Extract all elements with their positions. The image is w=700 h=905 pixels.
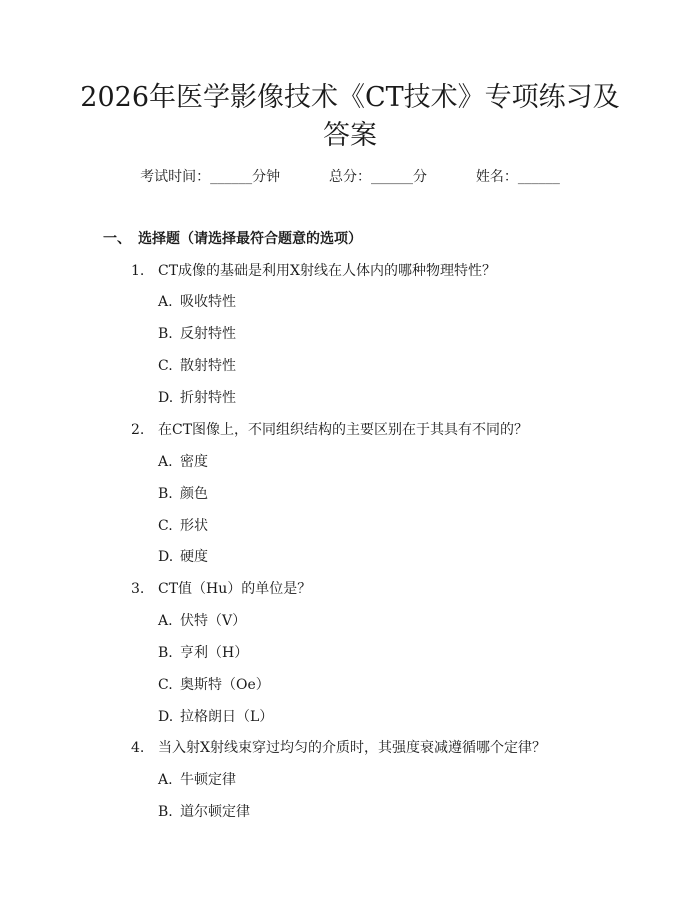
option-text: 亨利（H） <box>180 645 249 661</box>
option-2d <box>158 547 208 567</box>
option-text: 形状 <box>180 518 208 534</box>
section-title: 选择题（请选择最符合题意的选项） <box>138 231 362 247</box>
question-4 <box>131 738 546 758</box>
option-letter: D. <box>158 390 174 406</box>
option-letter: D. <box>158 549 174 565</box>
option-text: 颜色 <box>180 486 208 502</box>
option-letter: C. <box>158 358 173 374</box>
option-4b <box>158 802 250 822</box>
option-3d <box>158 707 273 727</box>
option-text: 奥斯特（Oe） <box>180 677 270 693</box>
total-score-unit: 分 <box>413 169 427 185</box>
exam-time-blank: ______ <box>210 169 253 185</box>
option-1d <box>158 388 236 408</box>
option-2a <box>158 452 208 472</box>
total-score-blank: ______ <box>371 169 413 185</box>
document-title-line-2: 答案 <box>323 120 377 151</box>
option-letter: B. <box>158 486 173 502</box>
question-1 <box>131 261 496 281</box>
option-letter: A. <box>158 294 173 310</box>
question-text: CT值（Hu）的单位是？ <box>158 581 312 597</box>
question-text: 当入射X射线束穿过均匀的介质时，其强度衰减遵循哪个定律？ <box>158 740 546 756</box>
option-text: 散射特性 <box>180 358 236 374</box>
option-letter: B. <box>158 804 173 820</box>
section-number: 一、 <box>103 231 131 247</box>
option-text: 反射特性 <box>180 326 236 342</box>
total-score-label: 总分： <box>329 169 371 185</box>
option-letter: D. <box>158 709 174 725</box>
option-1c <box>158 356 236 376</box>
option-1a <box>158 292 236 312</box>
question-number: 1. <box>131 263 145 279</box>
option-letter: A. <box>158 772 173 788</box>
option-2c <box>158 516 208 536</box>
option-2b <box>158 484 208 504</box>
option-text: 吸收特性 <box>180 294 236 310</box>
option-text: 硬度 <box>180 549 208 565</box>
option-text: 道尔顿定律 <box>180 804 250 820</box>
option-text: 伏特（V） <box>180 613 247 629</box>
name-label: 姓名： <box>475 169 518 185</box>
name-blank: ______ <box>517 169 560 185</box>
option-letter: A. <box>158 454 173 470</box>
question-2 <box>131 420 528 440</box>
exam-time-unit: 分钟 <box>252 169 281 185</box>
option-1b <box>158 324 236 344</box>
option-text: 折射特性 <box>180 390 236 406</box>
option-text: 牛顿定律 <box>180 772 236 788</box>
question-text: CT成像的基础是利用X射线在人体内的哪种物理特性？ <box>158 263 497 279</box>
option-letter: C. <box>158 518 173 534</box>
question-number: 2. <box>131 422 145 438</box>
exam-time-label: 考试时间： <box>140 169 211 185</box>
option-text: 拉格朗日（L） <box>180 709 274 725</box>
document-title-line-1: 2026年医学影像技术《CT技术》专项练习及 <box>80 82 620 113</box>
option-letter: B. <box>158 326 173 342</box>
exam-info-line <box>0 167 700 187</box>
option-letter: B. <box>158 645 173 661</box>
option-letter: A. <box>158 613 173 629</box>
option-4a <box>158 770 236 790</box>
option-3c <box>158 675 270 695</box>
option-3b <box>158 643 248 663</box>
section-heading <box>103 229 362 249</box>
question-number: 4. <box>131 740 145 756</box>
option-text: 密度 <box>180 454 208 470</box>
question-text: 在CT图像上，不同组织结构的主要区别在于其具有不同的？ <box>158 422 529 438</box>
option-3a <box>158 611 246 631</box>
option-letter: C. <box>158 677 173 693</box>
question-3 <box>131 579 311 599</box>
question-number: 3. <box>131 581 145 597</box>
